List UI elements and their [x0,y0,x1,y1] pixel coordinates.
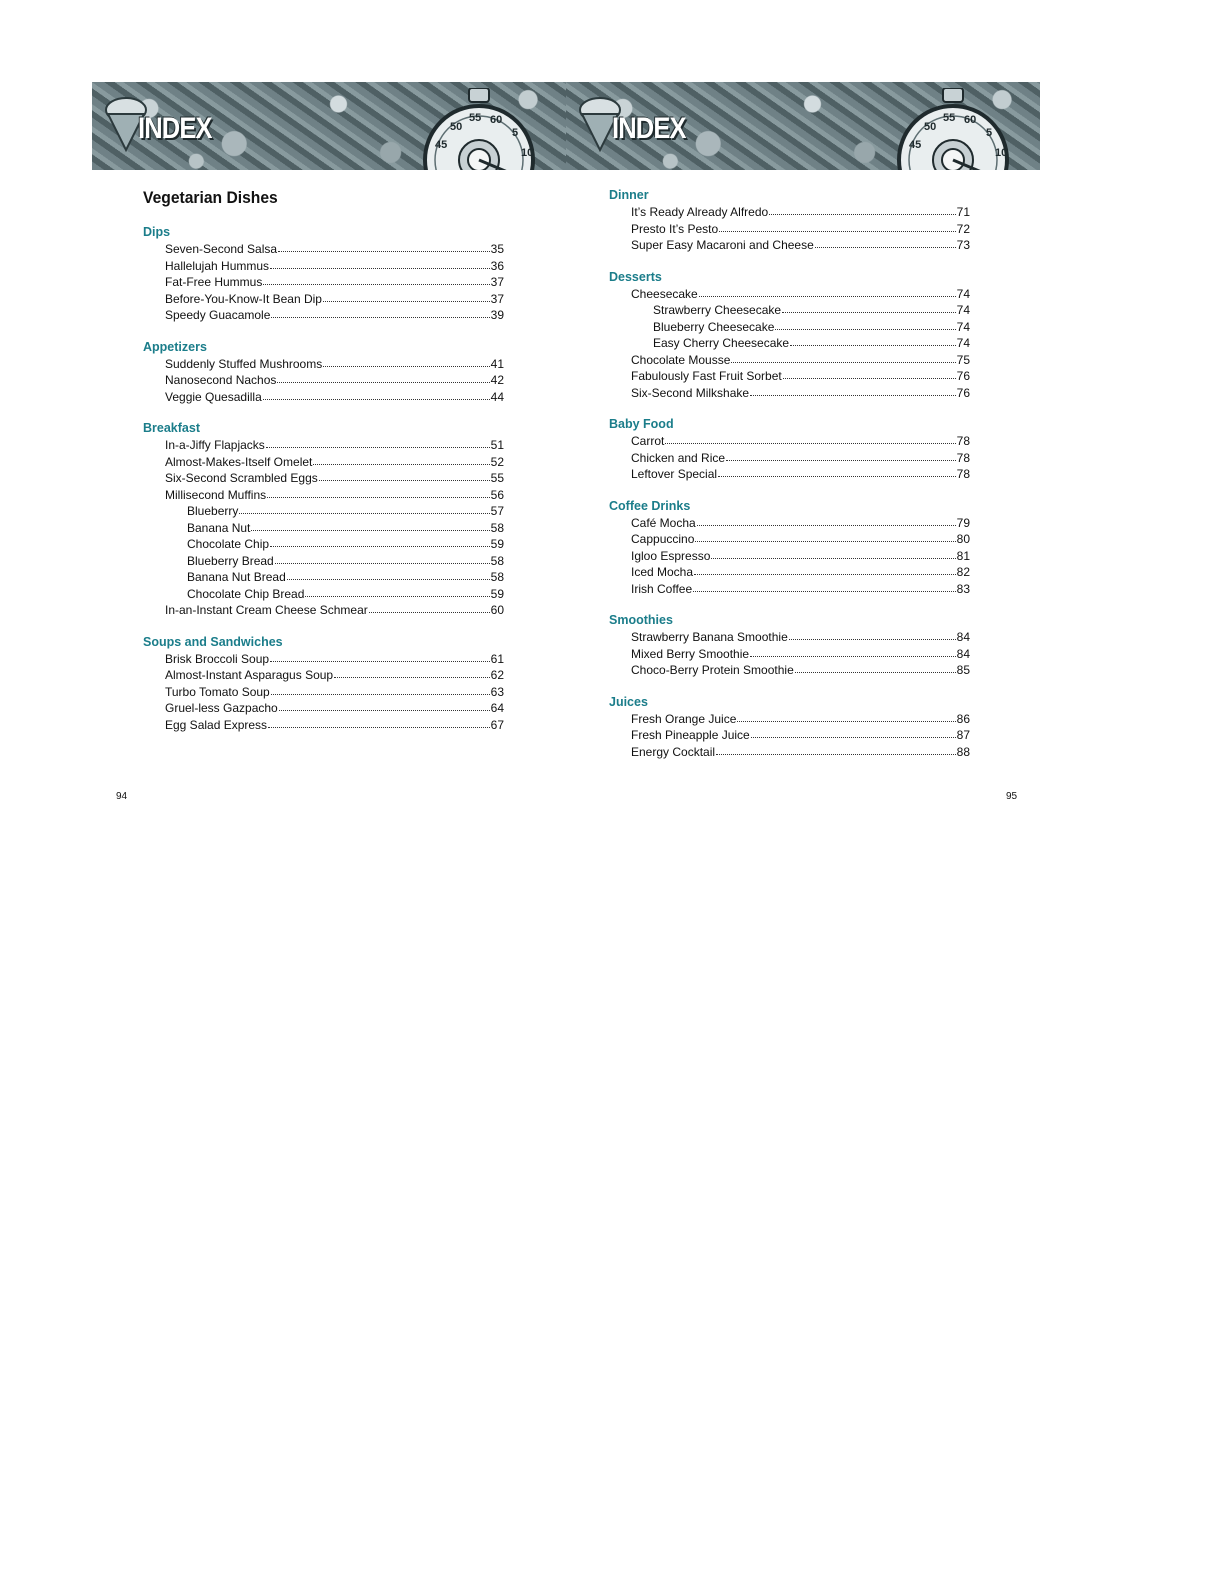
entry-name: Super Easy Macaroni and Cheese [631,238,814,252]
entry-name: Café Mocha [631,515,696,530]
section-title: Baby Food [609,417,674,431]
index-entry-chocolate-chip [143,536,504,553]
dial-number-55: 55 [943,112,956,124]
entry-page-number: 78 [956,450,970,465]
dot-leader [277,371,489,383]
section-title: Smoothies [609,613,673,627]
left-header-banner [92,82,566,170]
entry-page-number: 78 [956,434,970,448]
entry-name: Suddenly Stuffed Mushrooms [165,356,323,371]
index-entry-in-an-instant-cream-cheese-schmear [143,602,504,619]
index-entry-strawberry-banana-smoothie [609,629,970,646]
dot-leader [270,650,490,662]
index-entry-irish-coffee [609,581,970,598]
entry-page-number: 58 [490,520,504,535]
entry-name: Fresh Orange Juice [631,711,737,726]
index-entry-it-s-ready-already-alfredo [609,204,970,221]
entry-name: In-an-Instant Cream Cheese Schmear [165,603,368,617]
entry-name: Energy Cocktail [631,744,716,759]
index-entry-leftover-special [609,466,970,483]
dot-leader [718,465,956,477]
dot-leader [665,432,955,444]
entry-name: Gruel-less Gazpacho [165,701,278,715]
entry-page-number: 64 [490,701,504,715]
section-title: Dips [143,225,171,239]
index-entry-fresh-pineapple-juice [609,727,970,744]
entry-name: Almost-Makes-Itself Omelet [165,454,313,469]
entry-name: Banana Nut [187,520,251,535]
entry-name: Easy Cherry Cheesecake [653,336,790,350]
section-title: Dinner [609,188,649,202]
index-entry-veggie-quesadilla [143,389,504,406]
entry-page-number: 83 [956,581,970,596]
dot-leader [334,666,490,678]
entry-name: Blueberry Cheesecake [653,319,775,334]
entry-name: Strawberry Banana Smoothie [631,630,788,644]
right-page-number: 95 [1006,791,1018,802]
dot-leader [697,514,956,526]
dial-number-5: 5 [986,127,993,139]
dot-leader [790,334,956,346]
entry-page-number: 67 [490,717,504,732]
dot-leader [279,699,490,711]
entry-name: Banana Nut Bread [187,570,286,584]
index-entry-seven-second-salsa [143,241,504,258]
index-entry-iced-mocha [609,564,970,581]
dial-number-45: 45 [909,139,922,151]
dot-leader [750,384,956,396]
entry-name: Fabulously Fast Fruit Sorbet [631,369,782,383]
stopwatch-icon [417,88,541,170]
index-entry-banana-nut-bread [143,569,504,586]
dot-leader [239,502,489,514]
entry-page-number: 39 [490,308,504,322]
entry-page-number: 75 [956,352,970,367]
dot-leader [263,388,490,400]
index-entry-millisecond-muffins [143,487,504,504]
dot-leader [319,469,490,481]
entry-page-number: 76 [956,369,970,383]
dot-leader [263,273,489,285]
entry-page-number: 42 [490,373,504,387]
index-entry-fabulously-fast-fruit-sorbet [609,368,970,385]
entry-page-number: 73 [956,238,970,252]
dial-number-5: 5 [512,127,519,139]
index-entry-egg-salad-express [143,717,504,734]
entry-name: Six-Second Milkshake [631,385,750,400]
index-entry-strawberry-cheesecake [609,302,970,319]
entry-page-number: 74 [956,303,970,317]
entry-name: Choco-Berry Protein Smoothie [631,663,794,677]
entry-name: Six-Second Scrambled Eggs [165,471,318,485]
index-entry-cappuccino [609,531,970,548]
entry-page-number: 79 [956,515,970,530]
dot-leader [751,726,956,738]
section-title: Soups and Sandwiches [143,634,283,649]
left-page-number: 94 [116,791,128,802]
index-entry-gruel-less-gazpacho [143,700,504,717]
entry-page-number: 61 [490,651,504,666]
dot-leader [695,530,955,542]
index-entry-energy-cocktail [609,744,970,761]
dot-leader [783,367,956,379]
entry-name: Strawberry Cheesecake [653,303,782,317]
entry-page-number: 85 [956,663,970,677]
index-entry-fresh-orange-juice [609,711,970,728]
entry-page-number: 76 [956,385,970,400]
entry-page-number: 60 [490,603,504,617]
dot-leader [313,453,489,465]
entry-name: Igloo Espresso [631,548,711,563]
entry-page-number: 71 [956,205,970,219]
dot-leader [323,355,489,367]
index-entry-hallelujah-hummus [143,258,504,275]
index-entry-mixed-berry-smoothie [609,646,970,663]
entry-name: Nanosecond Nachos [165,373,277,387]
dial-number-10: 10 [995,147,1008,159]
index-section-baby-food [609,416,970,483]
dot-leader [815,236,956,248]
entry-name: Before-You-Know-It Bean Dip [165,291,322,306]
index-entry-easy-cherry-cheesecake [609,335,970,352]
section-title: Coffee Drinks [609,498,691,513]
index-entry-igloo-espresso [609,548,970,565]
entry-name: Millisecond Muffins [165,487,267,502]
index-entry-blueberry [143,503,504,520]
index-entry-fat-free-hummus [143,274,504,291]
index-entry-almost-makes-itself-omelet [143,454,504,471]
index-section-appetizers [143,339,504,406]
dot-leader [775,318,955,330]
dot-leader [731,351,955,363]
right-index-column [609,187,970,775]
dial-number-60: 60 [964,114,977,126]
dot-leader [750,645,956,657]
index-entry-banana-nut [143,520,504,537]
index-section-dinner [609,187,970,254]
entry-page-number: 86 [956,711,970,726]
dial-number-55: 55 [469,112,482,124]
index-entry-six-second-scrambled-eggs [143,470,504,487]
dial-number-60: 60 [490,114,503,126]
entry-page-number: 52 [490,454,504,469]
entry-page-number: 72 [956,221,970,236]
dot-leader [278,240,490,252]
entry-name: Irish Coffee [631,581,693,596]
entry-page-number: 74 [956,286,970,301]
entry-name: Blueberry [187,504,239,518]
index-section-juices [609,694,970,761]
index-entry-blueberry-cheesecake [609,319,970,336]
index-entry-suddenly-stuffed-mushrooms [143,356,504,373]
entry-page-number: 56 [490,487,504,502]
dot-leader [275,552,490,564]
entry-page-number: 84 [956,630,970,644]
dot-leader [726,449,956,461]
entry-page-number: 78 [956,467,970,481]
dot-leader [271,683,490,695]
entry-name: Seven-Second Salsa [165,242,278,256]
index-section-soups-and-sandwiches [143,634,504,734]
index-entry-chicken-and-rice [609,450,970,467]
entry-page-number: 84 [956,646,970,661]
index-entry-in-a-jiffy-flapjacks [143,437,504,454]
entry-page-number: 74 [956,336,970,350]
index-section-smoothies [609,612,970,679]
page-title: Vegetarian Dishes [143,188,278,207]
entry-name: Fat-Free Hummus [165,275,263,289]
stopwatch-icon [891,88,1015,170]
entry-page-number: 88 [956,744,970,759]
dot-leader [769,203,955,215]
entry-page-number: 37 [490,291,504,306]
dot-leader [737,710,955,722]
entry-name: In-a-Jiffy Flapjacks [165,438,265,452]
entry-page-number: 41 [490,356,504,371]
left-index-column [143,186,504,748]
index-entry-cheesecake [609,286,970,303]
entry-page-number: 36 [490,258,504,273]
dot-leader [270,535,490,547]
dial-number-50: 50 [924,121,937,133]
entry-name: Blueberry Bread [187,553,274,568]
section-title: Desserts [609,269,662,284]
left-section-list [143,224,504,733]
dial-number-10: 10 [521,147,534,159]
index-entry-nanosecond-nachos [143,372,504,389]
dot-leader [716,743,956,755]
index-entry-turbo-tomato-soup [143,684,504,701]
entry-page-number: 59 [490,537,504,551]
entry-page-number: 37 [490,275,504,289]
index-section-breakfast [143,420,504,619]
entry-name: Speedy Guacamole [165,308,271,322]
entry-page-number: 59 [490,586,504,601]
entry-page-number: 63 [490,684,504,699]
entry-name: Fresh Pineapple Juice [631,728,750,742]
entry-page-number: 87 [956,728,970,742]
entry-name: Cappuccino [631,532,695,546]
dot-leader [719,220,955,232]
dot-leader [287,568,490,580]
dot-leader [251,519,489,531]
dial-number-45: 45 [435,139,448,151]
entry-name: It’s Ready Already Alfredo [631,205,769,219]
entry-page-number: 51 [490,438,504,452]
entry-name: Mixed Berry Smoothie [631,646,750,661]
entry-page-number: 82 [956,565,970,579]
entry-name: Chocolate Chip [187,537,270,551]
entry-name: Brisk Broccoli Soup [165,651,270,666]
dot-leader [711,547,955,559]
entry-name: Presto It’s Pesto [631,221,719,236]
entry-page-number: 80 [956,532,970,546]
dot-leader [795,661,956,673]
dot-leader [694,563,956,575]
entry-page-number: 81 [956,548,970,563]
entry-page-number: 55 [490,471,504,485]
entry-name: Veggie Quesadilla [165,389,262,404]
index-entry-blueberry-bread [143,553,504,570]
entry-page-number: 58 [490,570,504,584]
index-entry-choco-berry-protein-smoothie [609,662,970,679]
index-entry-before-you-know-it-bean-dip [143,291,504,308]
right-section-list [609,187,970,760]
entry-name: Egg Salad Express [165,717,268,732]
section-title: Appetizers [143,339,207,354]
index-section-dips [143,224,504,324]
dot-leader [271,306,489,318]
index-entry-presto-it-s-pesto [609,221,970,238]
index-entry-super-easy-macaroni-and-cheese [609,237,970,254]
right-header-banner [566,82,1040,170]
dot-leader [267,486,489,498]
entry-name: Iced Mocha [631,565,694,579]
dot-leader [305,585,489,597]
dial-number-50: 50 [450,121,463,133]
index-entry-chocolate-mousse [609,352,970,369]
dot-leader [693,580,955,592]
dot-leader [369,601,490,613]
entry-page-number: 44 [490,389,504,404]
index-entry-almost-instant-asparagus-soup [143,667,504,684]
entry-page-number: 58 [490,553,504,568]
entry-name: Chocolate Chip Bread [187,586,305,601]
dot-leader [789,628,956,640]
entry-name: Hallelujah Hummus [165,258,270,273]
entry-name: Leftover Special [631,467,718,481]
entry-name: Almost-Instant Asparagus Soup [165,668,334,682]
index-section-desserts [609,269,970,402]
entry-page-number: 62 [490,668,504,682]
index-banner-title: INDEX [138,112,212,145]
dot-leader [699,285,956,297]
dot-leader [270,257,490,269]
entry-page-number: 35 [490,242,504,256]
entry-name: Carrot [631,434,665,448]
index-entry-cafe-mocha [609,515,970,532]
index-entry-speedy-guacamole [143,307,504,324]
entry-name: Turbo Tomato Soup [165,684,270,699]
entry-page-number: 74 [956,319,970,334]
entry-page-number: 57 [490,504,504,518]
index-banner-title: INDEX [612,112,686,145]
entry-name: Chicken and Rice [631,450,726,465]
section-title: Juices [609,694,648,709]
entry-name: Cheesecake [631,286,698,301]
index-section-coffee-drinks [609,498,970,598]
index-entry-chocolate-chip-bread [143,586,504,603]
dot-leader [782,301,956,313]
index-entry-six-second-milkshake [609,385,970,402]
index-entry-carrot [609,433,970,450]
dot-leader [266,436,490,448]
dot-leader [323,290,490,302]
index-entry-brisk-broccoli-soup [143,651,504,668]
entry-name: Chocolate Mousse [631,352,731,367]
section-title: Breakfast [143,421,200,435]
dot-leader [268,716,490,728]
